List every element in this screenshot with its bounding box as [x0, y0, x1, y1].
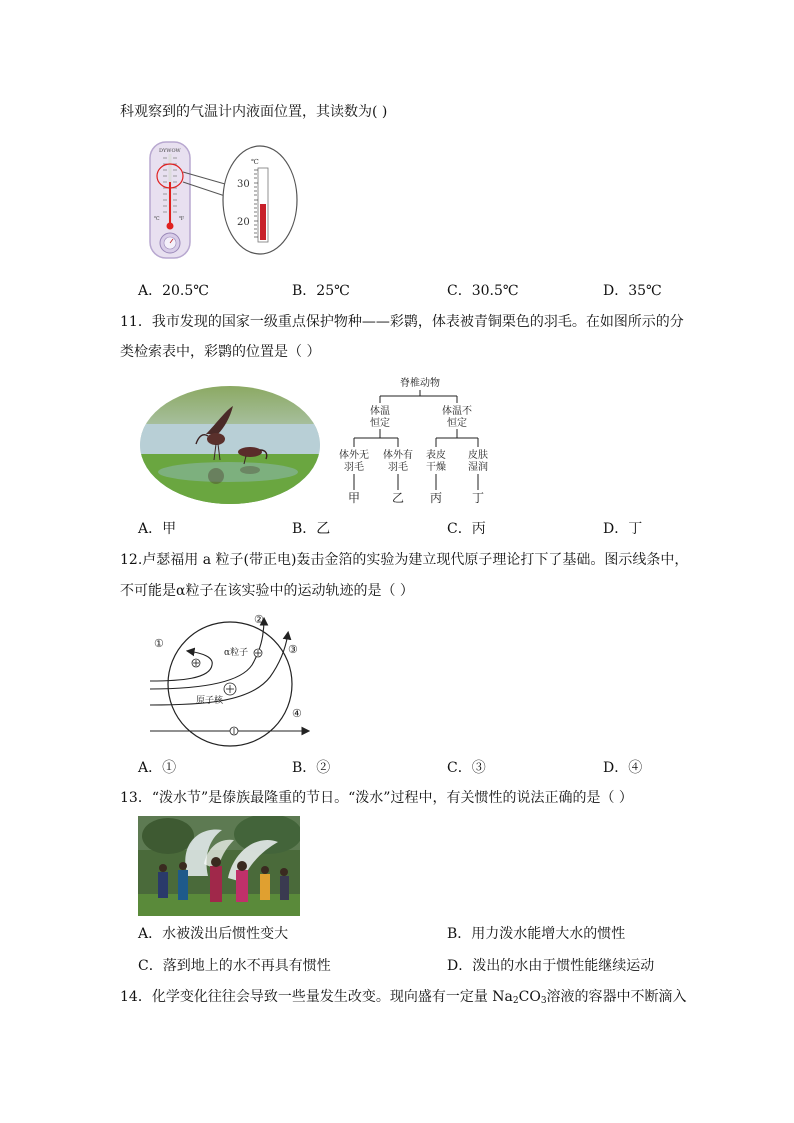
q11-option-d: D．丁 [603, 521, 643, 537]
alpha-particle-label: α粒子 [224, 648, 249, 658]
nucleus-label: 原子核 [196, 696, 224, 706]
q10-option-a: A．20.5℃ [138, 283, 209, 299]
key-warm-2: 恒定 [370, 418, 390, 429]
key-no-feather-2: 羽毛 [344, 462, 364, 473]
key-warm-1: 体温 [370, 406, 390, 417]
water-festival-photo [138, 816, 300, 916]
q11-stem-line-1: 11．我市发现的国家一级重点保护物种——彩鹮，体表被青铜栗色的羽毛。在如图所示的分 [120, 314, 684, 330]
thermometer-figure [145, 140, 305, 260]
path-label-3: ③ [288, 643, 298, 656]
key-feather-2: 羽毛 [388, 462, 408, 473]
q12-option-a: A．① [138, 760, 177, 776]
key-label-yi: 乙 [391, 491, 405, 505]
q12-stem-line-2: 不可能是α粒子在该实验中的运动轨迹的是（ ） [120, 583, 414, 599]
key-label-jia: 甲 [347, 491, 361, 505]
key-feather-1: 体外有 [383, 450, 413, 461]
key-cold-2: 恒定 [447, 418, 467, 429]
q10-option-b: B．25℃ [292, 283, 350, 299]
key-dry-skin-1: 表皮 [426, 450, 446, 461]
key-label-bing: 丙 [429, 491, 443, 505]
q12-option-c: C．③ [447, 760, 486, 776]
ibis-photo [138, 384, 322, 506]
q13-option-a: A．水被泼出后惯性变大 [138, 926, 289, 942]
thermo-brand: DYWOW [159, 148, 181, 154]
q12-option-b: B．② [292, 760, 331, 776]
thermo-unit-c: ℃ [154, 216, 160, 222]
path-label-1: ① [154, 637, 164, 650]
key-root: 脊椎动物 [400, 378, 440, 389]
mag-tick-30: 30 [237, 179, 250, 190]
key-label-ding: 丁 [471, 491, 485, 505]
q10-option-c: C．30.5℃ [447, 283, 519, 299]
key-moist-skin-2: 湿润 [468, 462, 488, 473]
q10-option-d: D．35℃ [603, 283, 662, 299]
q11-option-b: B．乙 [292, 521, 331, 537]
q13-stem: 13．“泼水节”是傣族最隆重的节日。“泼水”过程中，有关惯性的说法正确的是（ ） [120, 790, 633, 806]
path-label-2: ② [254, 613, 264, 626]
q12-stem-line-1: 12.卢瑟福用 a 粒子(带正电)轰击金箔的实验为建立现代原子理论打下了基础。图示线条中， [120, 552, 689, 568]
q14-stem: 14．化学变化往往会导致一些量发生改变。现向盛有一定量 $Na_2CO_3$溶液的容器中不断滴入 [120, 989, 687, 1006]
key-cold-1: 体温不 [442, 406, 472, 417]
key-moist-skin-1: 皮肤 [468, 450, 488, 461]
mag-tick-20: 20 [237, 217, 250, 228]
q11-option-c: C．丙 [447, 521, 486, 537]
key-no-feather-1: 体外无 [339, 450, 369, 461]
q13-option-c: C．落到地上的水不再具有惯性 [138, 958, 331, 974]
q11-option-a: A．甲 [138, 521, 177, 537]
q10-stem: 科观察到的气温计内液面位置，其读数为( ) [120, 104, 388, 120]
classification-key-diagram [330, 366, 495, 508]
rutherford-diagram [140, 607, 330, 749]
thermo-unit-f: ℉ [179, 216, 185, 222]
key-dry-skin-2: 干燥 [426, 462, 446, 473]
path-label-4: ④ [292, 707, 302, 720]
q13-option-d: D．泼出的水由于惯性能继续运动 [447, 958, 655, 974]
q12-option-d: D．④ [603, 760, 643, 776]
mag-unit: ℃ [251, 158, 259, 166]
q13-option-b: B．用力泼水能增大水的惯性 [447, 926, 626, 942]
q11-stem-line-2: 类检索表中，彩鹮的位置是（ ） [120, 344, 321, 360]
